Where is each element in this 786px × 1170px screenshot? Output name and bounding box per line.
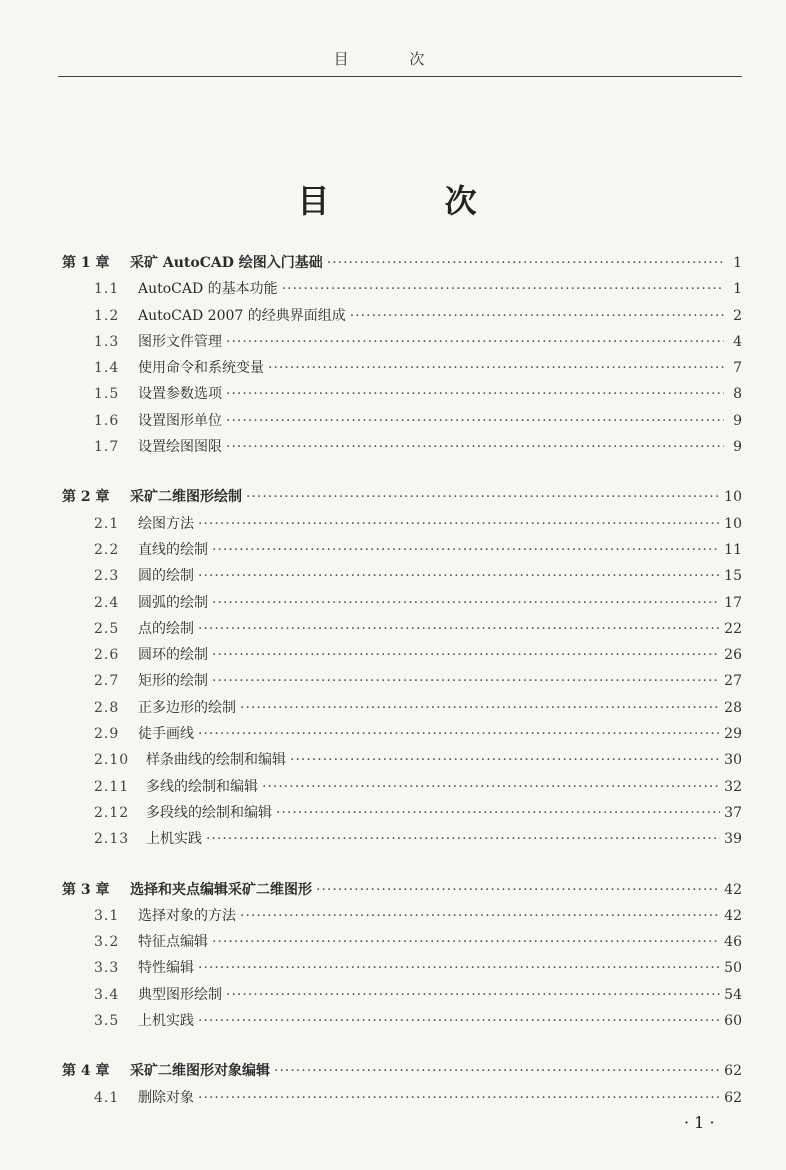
header-rule <box>58 76 742 77</box>
toc-chapter-row[interactable] <box>62 877 742 903</box>
dot-leader <box>240 695 720 721</box>
page-number: 60 <box>724 1013 742 1030</box>
toc-chapter-row[interactable] <box>62 250 742 276</box>
chapter-title: 选择和夹点编辑采矿二维图形 <box>130 881 312 898</box>
toc-section-row[interactable] <box>62 903 742 929</box>
section-number: 2.3 <box>94 568 120 585</box>
chapter-number: 第 3 章 <box>62 881 110 898</box>
dot-leader <box>274 1058 720 1084</box>
page-number: 15 <box>724 568 742 585</box>
table-of-contents <box>62 250 742 1111</box>
section-title: 正多边形的绘制 <box>138 699 236 716</box>
page-number: 17 <box>724 594 742 611</box>
running-head: 目 次 <box>333 50 453 68</box>
chapter-title: 采矿二维图形绘制 <box>130 489 242 506</box>
chapter-title: 采矿二维图形对象编辑 <box>130 1063 270 1080</box>
section-title: 使用命令和系统变量 <box>138 360 264 377</box>
section-number: 2.2 <box>94 541 120 558</box>
page-number: 26 <box>724 647 742 664</box>
section-number: 1.4 <box>94 360 120 377</box>
page-number: 46 <box>724 934 742 951</box>
section-number: 3.3 <box>94 960 120 977</box>
section-title: 圆环的绘制 <box>138 647 208 664</box>
section-title: 圆弧的绘制 <box>138 594 208 611</box>
dot-leader <box>212 668 720 694</box>
toc-chapter-row[interactable] <box>62 484 742 510</box>
page-number: 62 <box>724 1063 742 1080</box>
dot-leader <box>198 955 720 981</box>
toc-section-row[interactable] <box>62 695 742 721</box>
section-number: 2.8 <box>94 699 120 716</box>
toc-section-row[interactable] <box>62 276 742 302</box>
toc-section-row[interactable] <box>62 747 742 773</box>
dot-leader <box>226 329 724 355</box>
toc-section-row[interactable] <box>62 408 742 434</box>
toc-section-row[interactable] <box>62 381 742 407</box>
section-number: 3.2 <box>94 934 120 951</box>
chapter-gap <box>62 853 742 877</box>
section-title: 设置绘图图限 <box>138 439 222 456</box>
chapter-gap <box>62 460 742 484</box>
page-number: 42 <box>724 907 742 924</box>
dot-leader <box>212 590 720 616</box>
section-title: 设置图形单位 <box>138 412 222 429</box>
section-number: 2.9 <box>94 726 120 743</box>
dot-leader <box>246 484 720 510</box>
page-number: 50 <box>724 960 742 977</box>
page-number: 10 <box>724 489 742 506</box>
page-number: 27 <box>724 673 742 690</box>
page-number: 32 <box>724 778 742 795</box>
page-number: 42 <box>724 881 742 898</box>
dot-leader <box>226 434 724 460</box>
section-number: 2.10 <box>94 752 130 769</box>
toc-section-row[interactable] <box>62 329 742 355</box>
dot-leader <box>290 747 720 773</box>
toc-section-row[interactable] <box>62 1008 742 1034</box>
toc-section-row[interactable] <box>62 929 742 955</box>
page-number: 2 <box>733 307 742 324</box>
dot-leader <box>262 774 720 800</box>
section-title: 矩形的绘制 <box>138 673 208 690</box>
section-number: 2.4 <box>94 594 120 611</box>
page-number: 1 <box>733 255 742 271</box>
page-number: 11 <box>724 541 742 558</box>
toc-section-row[interactable] <box>62 303 742 329</box>
section-number: 1.7 <box>94 439 120 456</box>
section-number: 3.1 <box>94 907 120 924</box>
dot-leader <box>226 408 724 434</box>
section-title: 选择对象的方法 <box>138 907 236 924</box>
toc-section-row[interactable] <box>62 982 742 1008</box>
dot-leader <box>198 1085 720 1111</box>
page-number: 22 <box>724 620 742 637</box>
toc-section-row[interactable] <box>62 355 742 381</box>
page-number: 28 <box>724 699 742 716</box>
section-title: 上机实践 <box>138 1013 194 1030</box>
dot-leader <box>206 826 720 852</box>
toc-section-row[interactable] <box>62 563 742 589</box>
section-title: 多段线的绘制和编辑 <box>146 804 272 821</box>
section-title: 样条曲线的绘制和编辑 <box>146 752 286 769</box>
section-number: 3.5 <box>94 1013 120 1030</box>
section-title: 设置参数选项 <box>138 386 222 403</box>
page-number: 30 <box>724 752 742 769</box>
page-number: 54 <box>724 986 742 1003</box>
dot-leader <box>212 929 720 955</box>
section-number: 1.2 <box>94 307 120 324</box>
dot-leader <box>350 303 724 329</box>
dot-leader <box>198 563 720 589</box>
dot-leader <box>327 250 724 276</box>
section-title: 典型图形绘制 <box>138 986 222 1003</box>
dot-leader <box>268 355 724 381</box>
dot-leader <box>276 800 720 826</box>
page-folio: · 1 · <box>684 1113 715 1132</box>
toc-section-row[interactable] <box>62 774 742 800</box>
section-title: 绘图方法 <box>138 515 194 532</box>
dot-leader <box>212 537 720 563</box>
page-number: 39 <box>724 831 742 848</box>
toc-section-row[interactable] <box>62 616 742 642</box>
section-number: 2.13 <box>94 831 130 848</box>
chapter-number: 第 2 章 <box>62 489 110 506</box>
toc-section-row[interactable] <box>62 668 742 694</box>
section-title: AutoCAD 的基本功能 <box>138 281 278 298</box>
section-title: 上机实践 <box>146 831 202 848</box>
page-number: 62 <box>724 1089 742 1106</box>
toc-section-row[interactable] <box>62 434 742 460</box>
section-title: 删除对象 <box>138 1089 194 1106</box>
section-number: 2.5 <box>94 620 120 637</box>
toc-chapter-row[interactable] <box>62 1058 742 1084</box>
toc-section-row[interactable] <box>62 537 742 563</box>
dot-leader <box>198 616 720 642</box>
toc-section-row[interactable] <box>62 721 742 747</box>
page-number: 7 <box>733 360 742 377</box>
section-number: 4.1 <box>94 1089 120 1106</box>
section-number: 2.12 <box>94 804 130 821</box>
section-title: 多线的绘制和编辑 <box>146 778 258 795</box>
section-number: 2.6 <box>94 647 120 664</box>
section-number: 1.3 <box>94 333 120 350</box>
page-number: 10 <box>724 515 742 532</box>
page-number: 4 <box>733 333 742 350</box>
section-title: 圆的绘制 <box>138 568 194 585</box>
dot-leader <box>198 721 720 747</box>
page-number: 9 <box>733 412 742 429</box>
section-title: 徒手画线 <box>138 726 194 743</box>
page-number: 9 <box>733 439 742 456</box>
section-title: 直线的绘制 <box>138 541 208 558</box>
chapter-number: 第 1 章 <box>62 255 110 271</box>
chapter-number: 第 4 章 <box>62 1063 110 1080</box>
section-title: AutoCAD 2007 的经典界面组成 <box>138 307 346 324</box>
toc-section-row[interactable] <box>62 955 742 981</box>
section-number: 1.6 <box>94 412 120 429</box>
toc-section-row[interactable] <box>62 800 742 826</box>
section-title: 图形文件管理 <box>138 333 222 350</box>
dot-leader <box>198 1008 720 1034</box>
section-title: 点的绘制 <box>138 620 194 637</box>
chapter-gap <box>62 1034 742 1058</box>
page-number: 29 <box>724 726 742 743</box>
toc-section-row[interactable] <box>62 642 742 668</box>
section-number: 2.1 <box>94 515 120 532</box>
section-number: 1.1 <box>94 281 120 298</box>
dot-leader <box>226 982 720 1008</box>
page-number: 8 <box>733 386 742 403</box>
dot-leader <box>212 642 720 668</box>
dot-leader <box>198 511 720 537</box>
section-number: 2.11 <box>94 778 130 795</box>
toc-section-row[interactable] <box>62 590 742 616</box>
dot-leader <box>316 877 720 903</box>
dot-leader <box>240 903 720 929</box>
section-number: 1.5 <box>94 386 120 403</box>
section-number: 2.7 <box>94 673 120 690</box>
section-title: 特征点编辑 <box>138 934 208 951</box>
toc-section-row[interactable] <box>62 511 742 537</box>
page-number: 1 <box>733 281 742 298</box>
section-number: 3.4 <box>94 986 120 1003</box>
chapter-title: 采矿 AutoCAD 绘图入门基础 <box>130 255 323 271</box>
section-title: 特性编辑 <box>138 960 194 977</box>
toc-section-row[interactable] <box>62 826 742 852</box>
page-number: 37 <box>724 804 742 821</box>
toc-section-row[interactable] <box>62 1085 742 1111</box>
page-title: 目 次 <box>297 182 529 220</box>
dot-leader <box>282 276 724 302</box>
dot-leader <box>226 381 724 407</box>
